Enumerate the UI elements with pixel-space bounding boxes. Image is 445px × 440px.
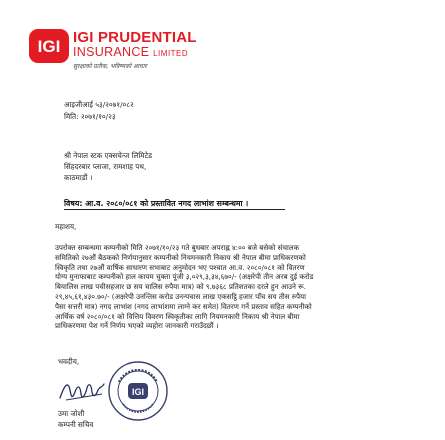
brand-subtitle [73,45,203,61]
subject-underline [64,209,285,210]
body-line: प्राधिकरणमा पेश गर्ने निर्णय भएको व्यहोरा जानकारी गराउँदछौं । [55,321,219,331]
tagline: सुरक्षाको प्रतीक, भविष्यको आधार [73,63,147,70]
body-line: उपरोक्त सम्बन्धमा कम्पनीको मिति २०७१/१०/२३ गते बुधबार अपराह्न ४:०० बजे बसेको संचालक [55,243,300,252]
closing-regards: भवदीय, [58,357,80,366]
letter-date: मिति: २०७१/१०/२३ [64,112,116,121]
signature-icon [58,376,110,410]
reference-number: आइजीआई ५३/२०७१/०८२ [64,100,134,109]
logo-text: IGI [37,37,61,56]
body-line: बियालिस लाख पचीसहजार छ सय चालिस रुपैया मात्र) को ९.७३६८ प्रतिशतका दरले हुन आउने रू. [55,282,306,292]
svg-text:IGI: IGI [131,387,145,397]
body-paragraph [55,243,415,331]
signatory-title: कम्पनी सचिव [58,420,94,429]
body-line: स्विकृति तथा २७औं वार्षिक साधारण सभाबाट अनुमोदन भए पश्चात आ.व. २०८०/०८१ को वितरण [55,262,305,272]
body-line: आर्थिक वर्ष २०८०/०८१ को वित्तिय विवरण स्विकृतीका लागि नियमनकारी निकाय श्री नेपाल बीमा [55,311,300,321]
brand-name: IGI PRUDENTIAL [73,29,197,46]
recipient-line-1: श्री नेपाल स्टक एक्सचेन्ज लिमिटेड [64,151,152,160]
company-logo-icon [29,29,69,63]
brand-insurance: INSURANCE [73,45,150,59]
salutation: महाशय, [55,222,77,231]
body-line: योग्य मुनाफाबाट कम्पनीको हाल कायम चुक्ता पूंजी ३,०२९,३,३४,६७०/- (अक्षरेपी तीन अरब दुई करोड [55,272,314,282]
body-line: पैसा सत्तरी मात्र) नगद लाभांश (नगद लाभांशमा लाग्ने कर समेत) वितरण गर्ने प्रस्ताव सहित कम्पनीको [55,301,312,311]
body-line: २९,४५,६१,४३०.७०/- (अक्षरेपी उनन्तिस करोड उनन्पचास लाख एकसट्ठि हजार पाँच सय तीस रुपैया [55,291,307,301]
brand-limited: LIMITED [153,49,189,58]
subject [64,199,248,208]
subject-text: आ.व. २०८०/०८१ को प्रस्तावित नगद लाभांश सम्बन्धमा । [85,199,249,208]
subject-label: विषय: [64,199,83,208]
recipient-line-2: सिंहदरबार प्लाजा, रामशाह पथ, [64,162,147,171]
body-line: समितिको २७औं बैठकको निर्णयानुसार कम्पनीको नियमनकारी निकाय श्री नेपाल बीमा प्राधिकरणको [55,252,306,262]
signatory-name: उमा जोशी [58,409,85,418]
brand-block [73,30,203,61]
recipient-line-3: काठमाडौं । [64,173,93,182]
company-seal-icon [107,360,169,426]
